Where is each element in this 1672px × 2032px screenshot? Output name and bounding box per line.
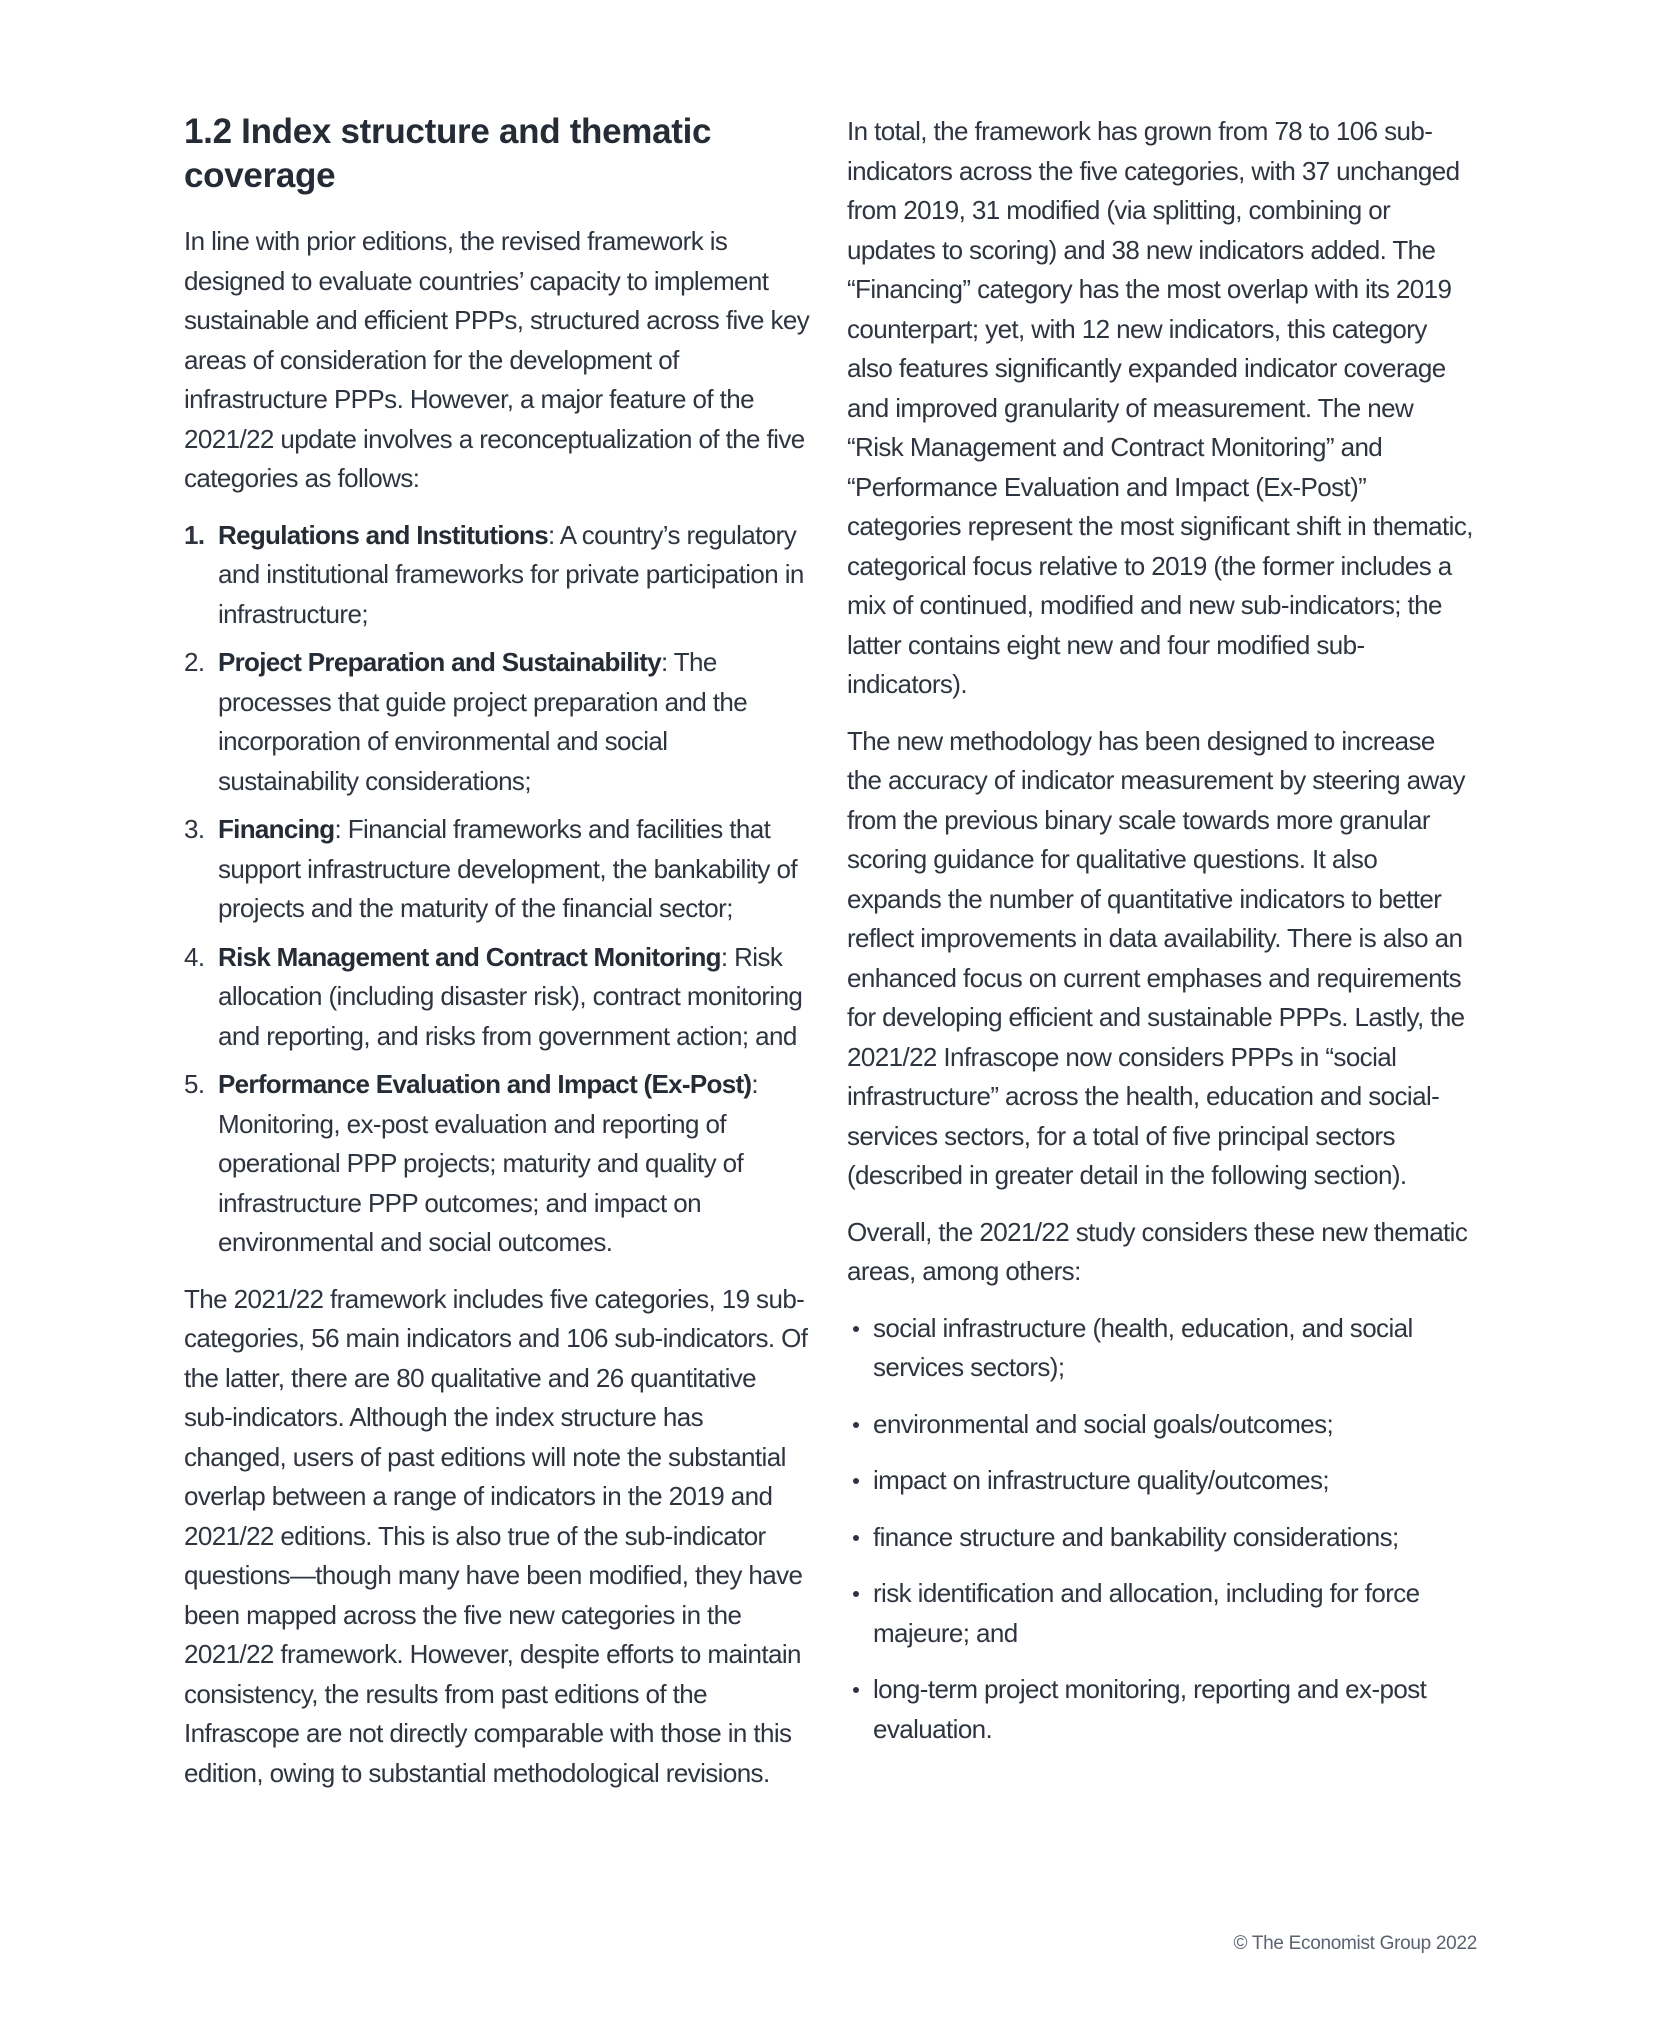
thematic-area-text: long-term project monitoring, reporting and ex-post evaluation. (873, 1674, 1427, 1744)
thematic-area-item (847, 1309, 1473, 1388)
category-item (184, 643, 810, 801)
category-term: Performance Evaluation and Impact (Ex-Post) (218, 1069, 752, 1099)
intro-paragraph: In line with prior editions, the revised framework is designed to evaluate countries’ capacity to implement sustainable and efficient PPPs, structured across five key areas of consideration for the development of infrastructure PPPs. However, a major feature of the 2021/22 update involves a reconceptualization of the five categories as follows: (184, 226, 810, 493)
thematic-area-text: finance structure and bankability considerations; (873, 1521, 1399, 1552)
section-heading: 1.2 Index structure and thematic coverage (184, 112, 712, 195)
list-number: 5. (184, 1069, 205, 1099)
category-term: Regulations and Institutions (218, 519, 548, 550)
thematic-area-item (847, 1461, 1473, 1501)
category-item (184, 1065, 810, 1263)
thematic-area-item (847, 1574, 1473, 1653)
thematic-area-item (847, 1405, 1473, 1445)
list-number: 4. (184, 941, 205, 972)
list-number: 1. (184, 519, 205, 550)
category-description: : A country’s regulatory and institutional frameworks for private participation in infrastructure; (218, 519, 804, 629)
bullet-icon (853, 1591, 859, 1597)
category-term: Risk Management and Contract Monitoring (218, 941, 721, 972)
thematic-area-item (847, 1670, 1473, 1749)
category-description: : Financial frameworks and facilities that support infrastructure development, the bankability of projects and the maturity of the financial sector; (218, 814, 797, 923)
framework-paragraph: The 2021/22 framework includes five categories, 19 sub-categories, 56 main indicators and 106 sub-indicators. Of the latter, there are 80 qualitative and 26 quantitative sub-indicators. Although the index structure has changed, users of past editions will note the substantial overlap between a range of indicators in the 2019 and 2021/22 editions. This is also true of the sub-indicator questions—though many have been modified, they have been mapped across the five new categories in the 2021/22 framework. However, despite efforts to maintain consistency, the results from past editions of the Infrascope are not directly comparable with those in this edition, owing to substantial methodological revisions. (184, 1283, 808, 1788)
bullet-icon (853, 1687, 859, 1693)
category-item (184, 810, 810, 929)
thematic-area-text: environmental and social goals/outcomes; (873, 1408, 1334, 1439)
thematic-area-text: impact on infrastructure quality/outcomes; (873, 1465, 1330, 1495)
list-number: 3. (184, 814, 205, 844)
thematic-areas-list (847, 1309, 1473, 1750)
left-column (184, 110, 810, 1810)
right-column (847, 112, 1473, 1766)
bullet-icon (853, 1422, 859, 1428)
growth-paragraph: In total, the framework has grown from 78 to 106 sub-indicators across the five categories, with 37 unchanged from 2019, 31 modified (via splitting, combining or updates to scoring) and 38 new indicators added. The “Financing” category has the most overlap with its 2019 counterpart; yet, with 12 new indicators, this category also features significantly expanded indicator coverage and improved granularity of measurement. The new “Risk Management and Contract Monitoring” and “Performance Evaluation and Impact (Ex-Post)” categories represent the most significant shift in thematic, categorical focus relative to 2019 (the former includes a mix of continued, modified and new sub-indicators; the latter contains eight new and four modified sub-indicators). (847, 116, 1473, 699)
thematic-area-text: social infrastructure (health, education, and social services sectors); (873, 1312, 1413, 1382)
category-description: : The processes that guide project preparation and the incorporation of environmental and social sustainability considerations; (218, 647, 748, 796)
category-term: Project Preparation and Sustainability (218, 647, 661, 677)
thematic-area-text: risk identification and allocation, including for force majeure; and (873, 1578, 1420, 1648)
thematic-area-item (847, 1518, 1473, 1558)
bullet-icon (853, 1535, 859, 1541)
category-item (184, 516, 810, 635)
categories-list (184, 516, 810, 1263)
list-number: 2. (184, 647, 205, 677)
bullet-icon (853, 1478, 859, 1484)
methodology-paragraph: The new methodology has been designed to increase the accuracy of indicator measurement by steering away from the previous binary scale towards more granular scoring guidance for qualitative questions. It also expands the number of quantitative indicators to better reflect improvements in data availability. There is also an enhanced focus on current emphases and requirements for developing efficient and sustainable PPPs. Lastly, the 2021/22 Infrascope now considers PPPs in “social infrastructure” across the health, education and social-services sectors, for a total of five principal sectors (described in greater detail in the following section). (847, 725, 1465, 1190)
copyright-footer: © The Economist Group 2022 (1233, 1933, 1477, 1954)
overall-paragraph: Overall, the 2021/22 study considers these new thematic areas, among others: (847, 1216, 1468, 1286)
category-item (184, 938, 810, 1057)
bullet-icon (853, 1326, 859, 1332)
category-description: : Monitoring, ex-post evaluation and reporting of operational PPP projects; maturity and quality of infrastructure PPP outcomes; and impact on environmental and social outcomes. (218, 1069, 758, 1257)
category-term: Financing (218, 814, 335, 844)
category-description: : Risk allocation (including disaster risk), contract monitoring and reporting, and risks from government action; and (218, 941, 803, 1051)
